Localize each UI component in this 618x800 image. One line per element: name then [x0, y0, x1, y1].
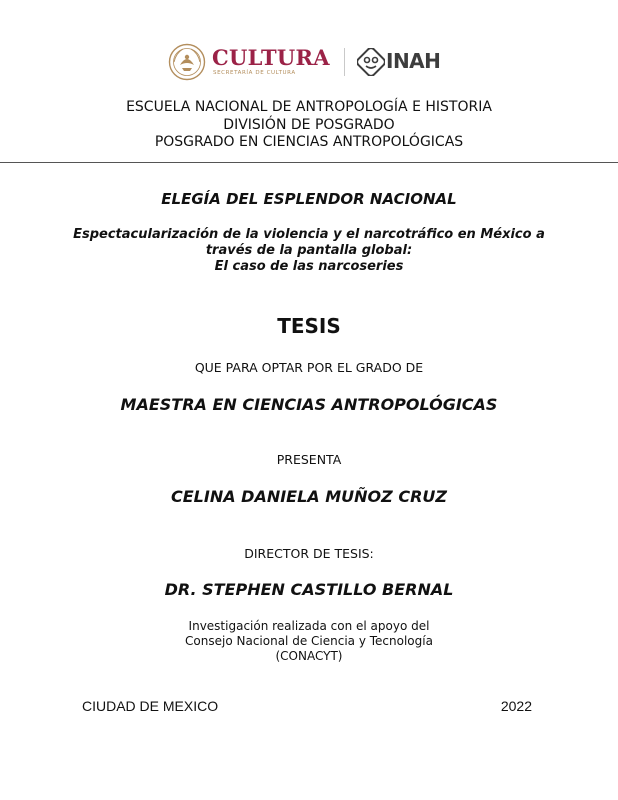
- inah-glyph-logo: [357, 48, 385, 76]
- support-line-3: (CONACYT): [275, 649, 343, 663]
- header-logos: [0, 40, 618, 86]
- thesis-title: ELEGÍA DEL ESPLENDOR NACIONAL: [161, 190, 457, 208]
- institution-line-3: POSGRADO EN CIENCIAS ANTROPOLÓGICAS: [154, 134, 464, 150]
- cultura-seal-logo: [168, 43, 206, 81]
- presenta-label: PRESENTA: [276, 452, 342, 467]
- year-label: 2022: [500, 698, 532, 714]
- inah-wordmark: INAH: [386, 49, 441, 73]
- support-line-2: Consejo Nacional de Ciencia y Tecnología: [185, 634, 433, 648]
- author-name: CELINA DANIELA MUÑOZ CRUZ: [171, 487, 447, 506]
- institution-line-1: ESCUELA NACIONAL DE ANTROPOLOGÍA E HISTORIA: [126, 99, 492, 115]
- support-line-1: Investigación realizada con el apoyo del: [188, 619, 430, 633]
- city-label: CIUDAD DE MEXICO: [82, 698, 219, 714]
- director-name: DR. STEPHEN CASTILLO BERNAL: [164, 580, 454, 599]
- header-divider: [0, 162, 618, 163]
- director-label: DIRECTOR DE TESIS:: [244, 546, 374, 561]
- institution-line-2: DIVISIÓN DE POSGRADO: [223, 117, 395, 133]
- thesis-subtitle-line-3: El caso de las narcoseries: [214, 259, 404, 274]
- document-type: TESIS: [277, 314, 341, 338]
- cultura-subtitle: SECRETARÍA DE CULTURA: [213, 70, 296, 76]
- degree-intro: QUE PARA OPTAR POR EL GRADO DE: [194, 360, 424, 375]
- thesis-subtitle-line-2: través de la pantalla global:: [205, 243, 413, 258]
- degree-name: MAESTRA EN CIENCIAS ANTROPOLÓGICAS: [120, 395, 498, 414]
- logo-divider: [344, 48, 345, 76]
- cultura-wordmark: CULTURA: [212, 45, 330, 70]
- thesis-subtitle-line-1: Espectacularización de la violencia y el narcotráfico en México a: [73, 227, 545, 242]
